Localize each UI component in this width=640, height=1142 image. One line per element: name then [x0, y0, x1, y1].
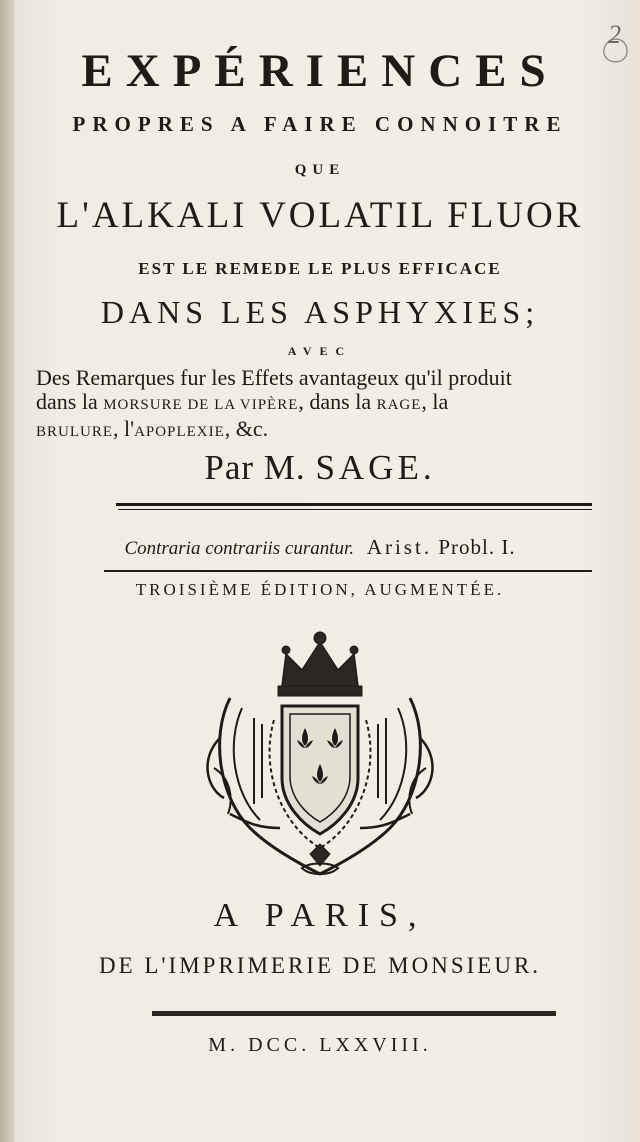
epigraph — [0, 535, 640, 560]
remarks-line-1: Des Remarques fur les Effets avantageux qu'il produit — [36, 365, 512, 390]
rule-bottom — [104, 570, 592, 572]
royal-arms-icon — [190, 628, 450, 892]
subtitle-line-6: AVEC — [287, 344, 353, 358]
remarks-smallcaps: MORSURE DE LA VIPÈRE — [103, 397, 299, 413]
rule-top-thin — [118, 509, 592, 510]
subtitle-line-5: DANS LES ASPHYXIES; — [100, 294, 540, 330]
subtitle-line-1: PROPRES A FAIRE CONNOITRE — [72, 112, 568, 136]
remarks-text: , dans la — [298, 389, 377, 414]
remarks-text: , &c. — [224, 416, 269, 441]
rule-imprint — [152, 1011, 556, 1016]
epigraph-source — [367, 535, 516, 559]
remarks-smallcaps: BRULURE — [36, 424, 114, 440]
page-title: EXPÉRIENCES — [81, 45, 559, 97]
remarks-text: , la — [421, 389, 449, 414]
edition-line: TROISIÈME ÉDITION, AUGMENTÉE. — [135, 580, 505, 599]
remarks-text: dans la — [36, 389, 104, 414]
remarks-line-2 — [36, 390, 632, 417]
epigraph-reference: Probl. I. — [438, 535, 516, 559]
remarks-paragraph — [36, 366, 632, 444]
epigraph-author: Arist. — [366, 535, 433, 559]
remarks-line-3 — [36, 417, 632, 444]
author-name: SAGE. — [315, 448, 436, 487]
imprint-city: A PARIS, — [213, 897, 427, 934]
imprint-date: M. DCC. LXXVIII. — [208, 1034, 432, 1056]
remarks-text: , l' — [113, 416, 135, 441]
subtitle-line-2: QUE — [294, 162, 346, 178]
subtitle-line-4: EST LE REMEDE LE PLUS EFFICACE — [138, 259, 502, 278]
remarks-smallcaps: APOPLEXIE — [134, 424, 225, 440]
author-line — [0, 448, 640, 488]
subtitle-line-3: L'ALKALI VOLATIL FLUOR — [56, 195, 584, 236]
author-prefix: Par M. — [204, 448, 306, 487]
remarks-smallcaps: RAGE — [376, 397, 422, 413]
imprint-printer: DE L'IMPRIMERIE DE MONSIEUR. — [98, 953, 542, 978]
rule-top — [116, 503, 592, 506]
epigraph-text: Contraria contrariis curantur. — [124, 538, 355, 559]
corner-number: 2 — [608, 20, 621, 49]
